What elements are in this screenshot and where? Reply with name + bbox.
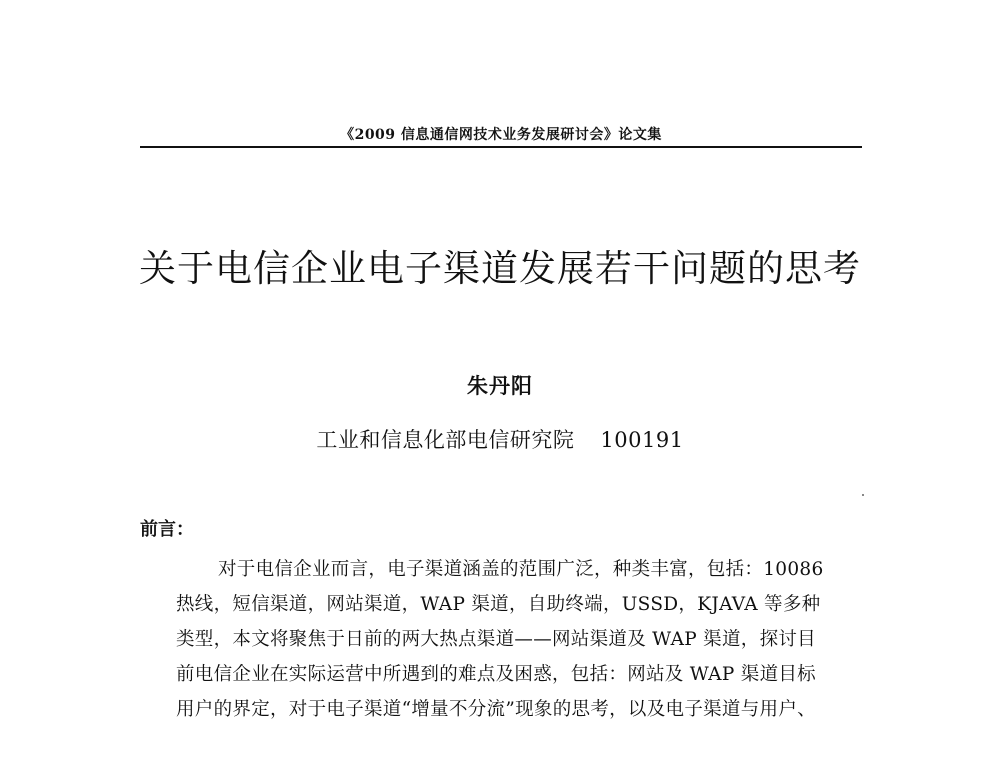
- paragraph-line: 类型，本文将聚焦于日前的两大热点渠道——网站渠道及 WAP 渠道，探讨目: [176, 629, 816, 650]
- paper-title: 关于电信企业电子渠道发展若干问题的思考: [139, 247, 861, 290]
- paragraph-line: 热线，短信渠道，网站渠道，WAP 渠道，自助终端，USSD，KJAVA 等多种: [176, 594, 821, 615]
- header-rule: [140, 146, 862, 148]
- affiliation-institution: 工业和信息化部电信研究院: [316, 428, 575, 452]
- body-paragraph: [176, 552, 866, 727]
- affiliation: [200, 424, 800, 454]
- author-name: 朱丹阳: [467, 373, 533, 398]
- paragraph-line: 前电信企业在实际运营中所遇到的难点及困惑，包括：网站及 WAP 渠道目标: [176, 664, 816, 685]
- scan-speck: [862, 494, 864, 496]
- section-heading: 前言：: [140, 519, 194, 540]
- affiliation-postcode: 100191: [600, 428, 684, 452]
- paragraph-line: 对于电信企业而言，电子渠道涵盖的范围广泛，种类丰富，包括：10086: [218, 559, 824, 580]
- paragraph-line: 用户的界定，对于电子渠道“增量不分流”现象的思考，以及电子渠道与用户、: [176, 699, 816, 720]
- running-header: 《2009 信息通信网技术业务发展研讨会》论文集: [340, 127, 662, 143]
